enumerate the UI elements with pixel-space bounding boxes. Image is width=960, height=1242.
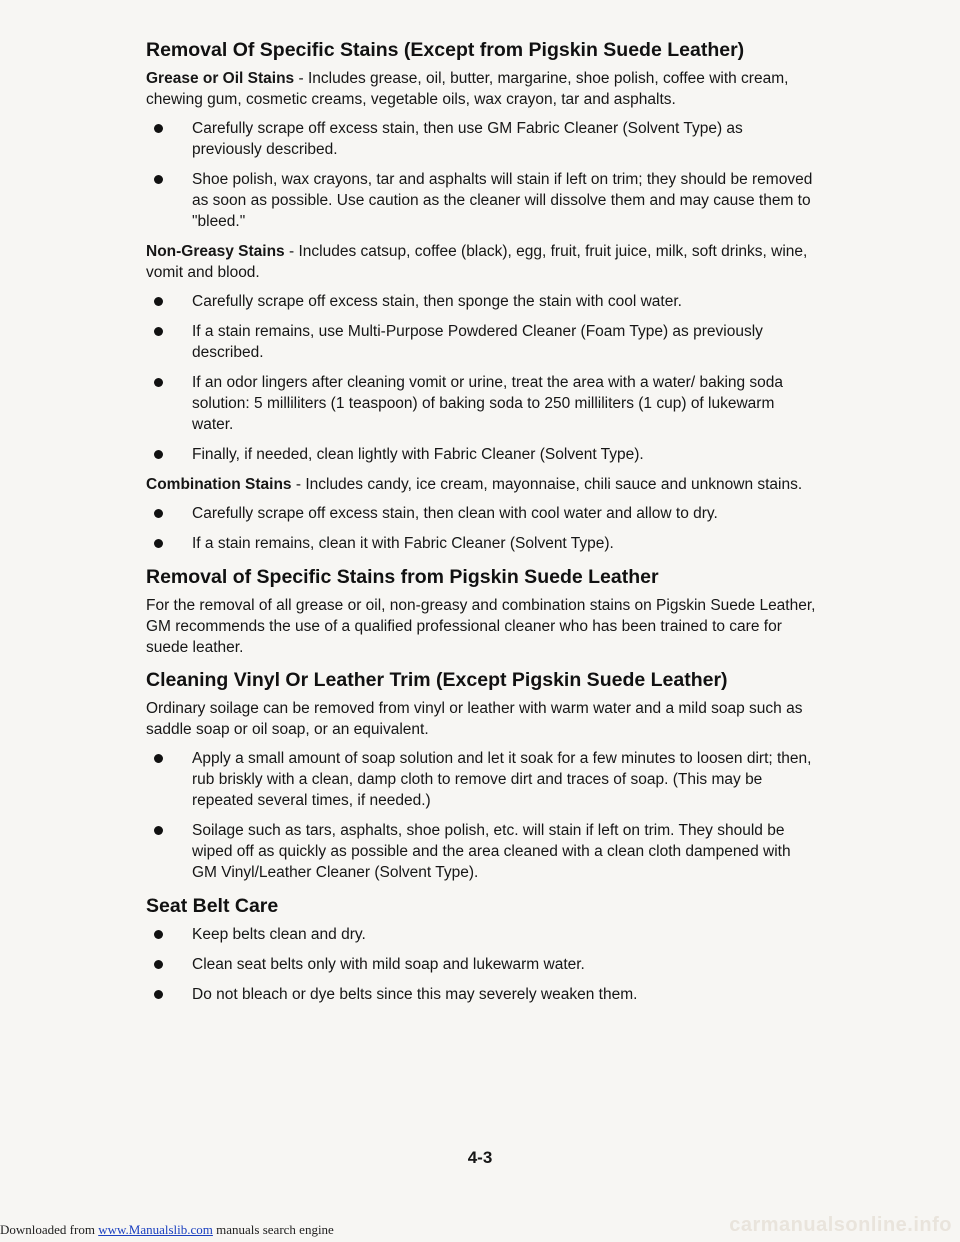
bullet-icon <box>154 327 163 336</box>
list-item <box>146 118 816 160</box>
paragraph-text: - Includes catsup, coffee (black), egg, fruit, fruit juice, milk, soft drinks, wine, vomit and blood. <box>146 243 808 281</box>
list-item-text: Soilage such as tars, asphalts, shoe polish, etc. will stain if left on trim. They should be wiped off as quickly as possible and the area cleaned with a clean cloth dampened with GM Vinyl/Leather Cleaner (Solvent Type). <box>192 822 791 881</box>
list-item <box>146 820 816 883</box>
bullet-icon <box>154 960 163 969</box>
section-heading: Cleaning Vinyl Or Leather Trim (Except Pigskin Suede Leather) <box>146 669 728 691</box>
bullet-icon <box>154 124 163 133</box>
bullet-icon <box>154 539 163 548</box>
stain-category-label: Grease or Oil Stains <box>146 70 295 87</box>
section-heading: Removal Of Specific Stains (Except from Pigskin Suede Leather) <box>146 39 745 61</box>
paragraph-text: - Includes grease, oil, butter, margarine, shoe polish, coffee with cream, chewing gum, cosmetic creams, vegetable oils, wax crayon, tar and asphalts. <box>146 70 789 108</box>
list-item <box>146 169 816 232</box>
bullet-list <box>146 924 816 1005</box>
bullet-icon <box>154 826 163 835</box>
bullet-icon <box>154 450 163 459</box>
list-item-text: Finally, if needed, clean lightly with Fabric Cleaner (Solvent Type). <box>192 446 644 463</box>
list-item-text: Do not bleach or dye belts since this may severely weaken them. <box>192 986 638 1003</box>
list-item-text: Shoe polish, wax crayons, tar and asphalts will stain if left on trim; they should be removed as soon as possible. Use caution as the cleaner will dissolve them and may cause them to "bleed." <box>192 171 813 230</box>
bullet-list <box>146 291 816 465</box>
bullet-list <box>146 748 816 883</box>
list-item <box>146 291 816 312</box>
paragraph <box>146 241 816 283</box>
section <box>146 666 816 883</box>
list-item-text: Carefully scrape off excess stain, then use GM Fabric Cleaner (Solvent Type) as previously described. <box>192 120 743 158</box>
bullet-icon <box>154 930 163 939</box>
stain-category-label: Combination Stains <box>146 476 292 493</box>
list-item <box>146 984 816 1005</box>
bullet-list <box>146 503 816 554</box>
paragraph <box>146 68 816 110</box>
bullet-icon <box>154 297 163 306</box>
page-content <box>146 36 816 1014</box>
paragraph <box>146 595 816 658</box>
list-item-text: If an odor lingers after cleaning vomit or urine, treat the area with a water/ baking soda solution: 5 milliliters (1 teaspoon) of baking soda to 250 milliliters (1 cup) of lukewarm water. <box>192 374 784 433</box>
section <box>146 892 816 1005</box>
list-item <box>146 321 816 363</box>
list-item <box>146 444 816 465</box>
bullet-icon <box>154 509 163 518</box>
list-item <box>146 503 816 524</box>
list-item-text: If a stain remains, clean it with Fabric Cleaner (Solvent Type). <box>192 535 614 552</box>
list-item-text: Clean seat belts only with mild soap and lukewarm water. <box>192 956 585 973</box>
list-item-text: Apply a small amount of soap solution and let it soak for a few minutes to loosen dirt; then, rub briskly with a clean, damp cloth to remove dirt and traces of soap. (This may be repeated several times, if needed.) <box>192 750 812 809</box>
bullet-icon <box>154 990 163 999</box>
list-item <box>146 533 816 554</box>
section-heading: Seat Belt Care <box>146 895 279 917</box>
page-number: 4-3 <box>467 1148 493 1167</box>
paragraph <box>146 474 816 495</box>
list-item-text: If a stain remains, use Multi-Purpose Powdered Cleaner (Foam Type) as previously described. <box>192 323 763 361</box>
list-item <box>146 924 816 945</box>
manualslib-link[interactable]: www.Manualslib.com <box>98 1222 213 1237</box>
download-footer <box>0 1222 334 1238</box>
footer-prefix: Downloaded from <box>0 1222 99 1237</box>
stain-category-label: Non-Greasy Stains <box>146 243 285 260</box>
paragraph <box>146 698 816 740</box>
bullet-icon <box>154 754 163 763</box>
list-item-text: Carefully scrape off excess stain, then clean with cool water and allow to dry. <box>192 505 718 522</box>
list-item-text: Keep belts clean and dry. <box>192 926 366 943</box>
section <box>146 563 816 658</box>
bullet-icon <box>154 378 163 387</box>
section <box>146 36 816 554</box>
list-item <box>146 954 816 975</box>
paragraph-text: - Includes candy, ice cream, mayonnaise, chili sauce and unknown stains. <box>291 476 803 493</box>
list-item-text: Carefully scrape off excess stain, then sponge the stain with cool water. <box>192 293 682 310</box>
section-heading: Removal of Specific Stains from Pigskin Suede Leather <box>146 566 659 588</box>
watermark: carmanualsonline.info <box>729 1214 952 1236</box>
footer-suffix: manuals search engine <box>212 1222 334 1237</box>
paragraph-text: Ordinary soilage can be removed from vinyl or leather with warm water and a mild soap such as saddle soap or oil soap, or an equivalent. <box>146 700 803 738</box>
paragraph-text: For the removal of all grease or oil, non-greasy and combination stains on Pigskin Suede Leather, GM recommends the use of a qualified professional cleaner who has been trained to care for suede leather. <box>146 597 816 656</box>
bullet-icon <box>154 175 163 184</box>
bullet-list <box>146 118 816 232</box>
list-item <box>146 372 816 435</box>
list-item <box>146 748 816 811</box>
